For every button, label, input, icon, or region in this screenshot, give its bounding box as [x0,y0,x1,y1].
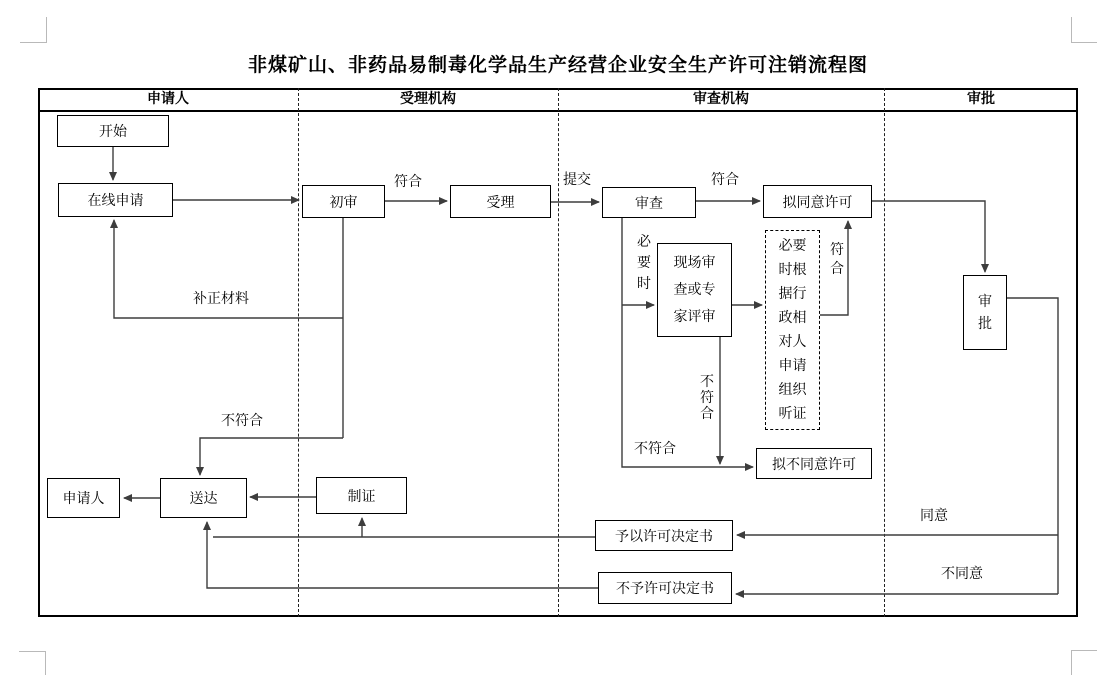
node-review-label: 审查 [635,195,663,212]
node-disapproval-decision-label: 不予许可决定书 [616,581,714,597]
lane-header-approval: 审批 [967,91,995,107]
node-onsite-review [657,243,732,337]
edge-proposed-approval-to-final [872,201,985,272]
lane-header-accepting-agency: 受理机构 [400,91,456,107]
node-proposed-disapproval-label: 拟不同意许可 [772,456,856,473]
page-title: 非煤矿山、非药品易制毒化学品生产经营企业安全生产许可注销流程图 [247,54,868,76]
node-applicant-label: 申请人 [62,491,105,507]
node-online-application-label: 在线申请 [87,193,144,209]
label-conform-hearing: 符合 [830,242,844,277]
node-online-application [58,183,173,217]
node-disapproval-decision [598,572,732,604]
node-final-approval [963,275,1007,350]
node-preliminary-review-label: 初审 [329,194,358,211]
node-start-label: 开始 [99,124,127,140]
node-proposed-approval-label: 拟同意许可 [782,194,853,211]
node-certificate-making-label: 制证 [347,488,376,505]
node-preliminary-review [302,185,385,218]
label-submit: 提交 [563,172,591,188]
node-acceptance [450,185,551,218]
edge-final-approval-trunk [1007,298,1058,594]
node-approval-decision [595,520,733,551]
label-supplement-materials: 补正材料 [193,291,249,307]
lane-header-review-agency: 审查机构 [693,91,749,107]
node-proposed-approval [763,185,872,218]
node-delivery-label: 送达 [189,491,218,507]
node-final-approval-label: 审批 [978,293,992,332]
label-if-necessary: 必要时 [637,234,651,292]
lane-header-applicant: 申请人 [147,91,189,107]
label-conform-preliminary: 符合 [394,174,422,190]
node-delivery [160,478,247,518]
node-certificate-making [316,477,407,514]
node-onsite-review-label: 现场审查或专家评审 [673,254,716,325]
node-approval-decision-label: 予以许可决定书 [615,528,713,545]
label-disagree: 不同意 [941,566,983,582]
label-conform-review: 符合 [711,172,739,188]
edge-preliminary-notconform-to-delivery [200,438,343,475]
label-not-conform-review: 不符合 [634,441,676,457]
label-not-conform-preliminary: 不符合 [221,413,263,429]
node-proposed-disapproval [756,448,872,479]
node-applicant [47,478,120,518]
node-review [602,187,696,218]
edge-disapproval-decision-to-delivery [207,522,598,588]
node-acceptance-label: 受理 [486,194,515,211]
label-agree: 同意 [920,508,948,524]
node-start [57,115,169,147]
label-not-conform-onsite: 不符合 [700,374,714,422]
node-hearing [765,230,820,430]
node-hearing-label: 必要时根据行政相对人申请组织听证 [778,238,807,422]
